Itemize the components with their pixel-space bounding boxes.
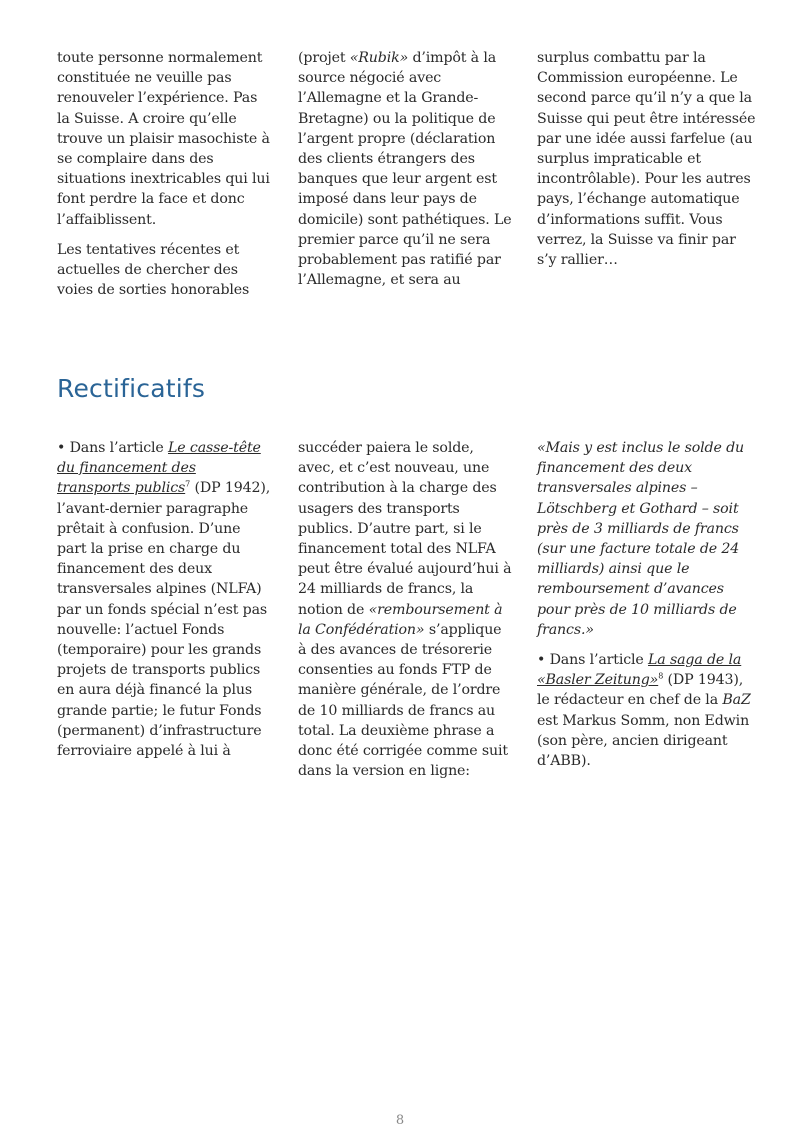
- correction-quote: [537, 438, 757, 640]
- paragraph: Les tentatives récentes et actuelles de chercher des voies de sorties honorables: [57, 241, 250, 299]
- abbreviation: BaZ: [722, 692, 751, 709]
- top-column-2: [298, 48, 513, 300]
- paragraph: [298, 48, 513, 290]
- project-name: «Rubik»: [349, 50, 409, 66]
- text-run: (projet: [298, 50, 350, 66]
- text-run: • Dans l’article: [537, 652, 649, 669]
- page-number: 8: [395, 1113, 405, 1128]
- top-column-3: [537, 48, 757, 280]
- paragraph: toute personne normalement constituée ne veuille pas renouveler l’expérience. Pas la Suisse. A croire qu’elle trouve un plaisir masochiste à se complaire dans des situations inextricables qui lui font perdre la face et donc l’affaiblissent.: [57, 50, 270, 228]
- bottom-column-3: [537, 438, 757, 781]
- article-link-basler-zeitung[interactable]: La saga de la «Basler Zeitung»: [537, 652, 742, 689]
- paragraph: [298, 438, 513, 781]
- text-run: d’impôt à la source négocié avec l’Allemagne et la Grande-Bretagne) ou la politique de l’argent propre (déclaration des clients étrangers des banques que leur argent est imposé dans leur pays de domicile) sont pathétiques. Le premier parce qu’il ne sera probablement pas ratifié par l’Allemagne, et sera au: [298, 50, 512, 289]
- paragraph: surplus combattu par la Commission européenne. Le second parce qu’il n’y a que la Suisse qui peut être intéressée par une idée aussi farfelue (au surplus impraticable et incontrôlable). Pour les autres pays, l’échange automatique d’informations suffit. Vous verrez, la Suisse va finir par s’y rallier…: [537, 50, 756, 269]
- footnote-marker: 7: [185, 479, 191, 489]
- bottom-column-1: [57, 438, 272, 771]
- text-run: (DP 1943), le rédacteur en chef de la: [537, 672, 744, 709]
- text-run: est Markus Somm, non Edwin (son père, ancien dirigeant d’ABB).: [537, 712, 750, 770]
- text-run: • Dans l’article: [57, 440, 169, 456]
- text-run: (DP 1942), l’avant-dernier paragraphe prêtait à confusion. D’une part la prise en charge du financement des deux transversales alpines (NLFA) par un fonds spécial n’est pas nouvelle: l’actuel Fonds (temporaire) pour les grands projets de transports publics en aura déjà financé la plus grande partie; le futur Fonds (permanent) d’infrastructure ferroviaire appelé à lui à: [57, 480, 271, 760]
- top-column-1: [57, 48, 272, 310]
- section-title: Rectificatifs: [57, 374, 206, 403]
- paragraph: [57, 438, 272, 761]
- paragraph: [537, 650, 757, 771]
- article-link-casse-tete[interactable]: Le casse-tête du financement des transports publics: [57, 440, 261, 497]
- text-run: succéder paiera le solde, avec, et c’est nouveau, une contribution à la charge des usagers des transports publics. D’autre part, si le financement total des NLFA peut être évalué aujourd’hui à 24 milliards de francs, la notion de: [298, 440, 512, 618]
- text-run: s’applique à des avances de trésorerie consenties au fonds FTP de manière générale, de l’ordre de 10 milliards de francs au total. La deuxième phrase a donc été corrigée comme suit dans la version en ligne:: [298, 621, 508, 780]
- footnote-marker: 8: [658, 671, 664, 681]
- quote-text: «Mais y est inclus le solde du financement des deux transversales alpines – Lötschberg et Gothard – soit près de 3 milliards de francs (sur une facture totale de 24 milliards) ainsi que le remboursement d’avances pour près de 10 milliards de francs.»: [537, 440, 745, 638]
- bottom-column-2: [298, 438, 513, 791]
- quoted-term: «remboursement à la Confédération»: [298, 601, 503, 638]
